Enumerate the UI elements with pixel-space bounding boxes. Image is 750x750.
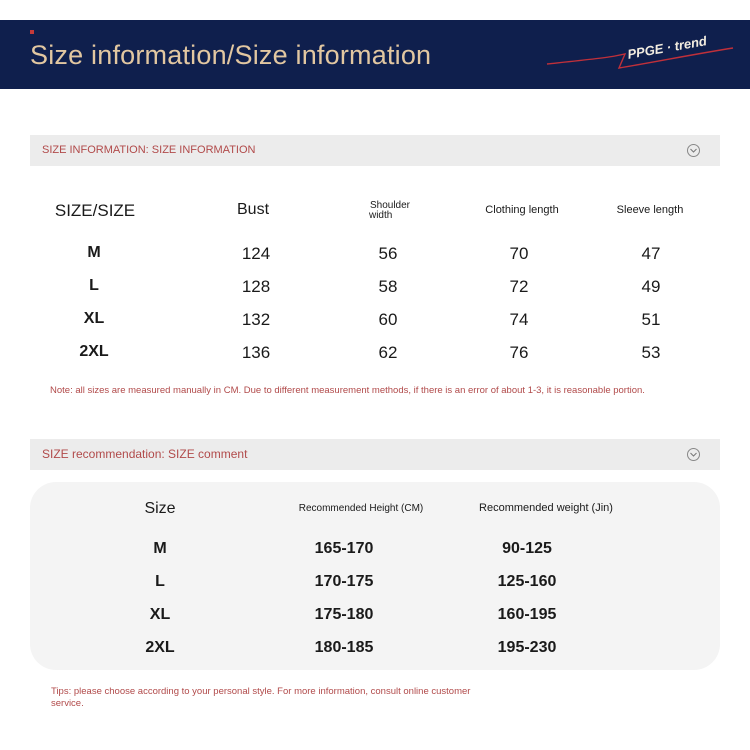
section-title: SIZE recommendation: SIZE comment	[42, 447, 248, 461]
table-row	[30, 310, 720, 340]
sleeve-value: 53	[641, 343, 661, 362]
size-label: XL	[83, 310, 105, 327]
header-shoulder-line2: width	[368, 210, 393, 221]
length-value: 72	[509, 277, 529, 296]
bust-value: 124	[241, 244, 271, 263]
shoulder-value: 60	[378, 310, 398, 329]
size-label: L	[155, 573, 165, 590]
table-row	[30, 606, 720, 636]
weight-value: 125-160	[497, 573, 557, 590]
size-label: M	[153, 540, 167, 557]
table-row	[30, 639, 720, 669]
sleeve-value: 49	[641, 277, 661, 296]
size-label: XL	[149, 606, 171, 623]
section-bar-size-information[interactable]	[30, 135, 720, 166]
size-label: 2XL	[79, 343, 109, 360]
length-value: 70	[509, 244, 529, 263]
chevron-down-icon[interactable]	[687, 144, 700, 157]
table-row	[30, 343, 720, 373]
height-value: 175-180	[314, 606, 374, 623]
tips-note: Tips: please choose according to your personal style. For more information, consult online customer service.	[51, 686, 471, 709]
sleeve-value: 51	[641, 310, 661, 329]
section-title: SIZE INFORMATION: SIZE INFORMATION	[42, 144, 256, 156]
header-size: SIZE/SIZE	[54, 201, 136, 220]
weight-value: 195-230	[497, 639, 557, 656]
table-row	[30, 540, 720, 570]
weight-value: 160-195	[497, 606, 557, 623]
length-value: 74	[509, 310, 529, 329]
header-banner	[0, 20, 750, 89]
header-size: Size	[144, 500, 176, 517]
height-value: 170-175	[314, 573, 374, 590]
page-title: Size information/Size information	[30, 40, 432, 70]
table-row	[30, 277, 720, 307]
header-shoulder-line1: Shoulder	[369, 200, 411, 211]
shoulder-value: 62	[378, 343, 398, 362]
sleeve-value: 47	[641, 244, 661, 263]
shoulder-value: 56	[378, 244, 398, 263]
table-header-row	[30, 500, 720, 530]
chevron-down-icon[interactable]	[687, 448, 700, 461]
height-value: 165-170	[314, 540, 374, 557]
weight-value: 90-125	[502, 540, 552, 557]
header-recommended-weight: Recommended weight (Jin)	[479, 502, 613, 514]
size-label: L	[89, 277, 99, 294]
bust-value: 136	[241, 343, 271, 362]
height-value: 180-185	[314, 639, 374, 656]
bust-value: 132	[241, 310, 271, 329]
measurement-note: Note: all sizes are measured manually in CM. Due to different measurement methods, if there is an error of about 1-3, it is reasonable portion.	[50, 385, 645, 396]
header-sleeve-length: Sleeve length	[616, 204, 684, 216]
size-label: M	[87, 244, 101, 261]
brand-text: PPGE · trend	[626, 33, 708, 62]
table-row	[30, 244, 720, 274]
recommendation-card	[30, 482, 720, 670]
table-header-row	[30, 199, 720, 229]
header-shoulder	[370, 201, 410, 221]
size-label: 2XL	[145, 639, 175, 656]
length-value: 76	[509, 343, 529, 362]
header-recommended-height: Recommended Height (CM)	[298, 503, 424, 514]
bust-value: 128	[241, 277, 271, 296]
header-bust: Bust	[236, 201, 270, 218]
shoulder-value: 58	[378, 277, 398, 296]
corner-accent	[30, 30, 34, 34]
header-clothing-length: Clothing length	[485, 204, 559, 216]
brand-logo	[545, 33, 735, 78]
table-row	[30, 573, 720, 603]
section-bar-size-recommendation[interactable]	[30, 439, 720, 470]
